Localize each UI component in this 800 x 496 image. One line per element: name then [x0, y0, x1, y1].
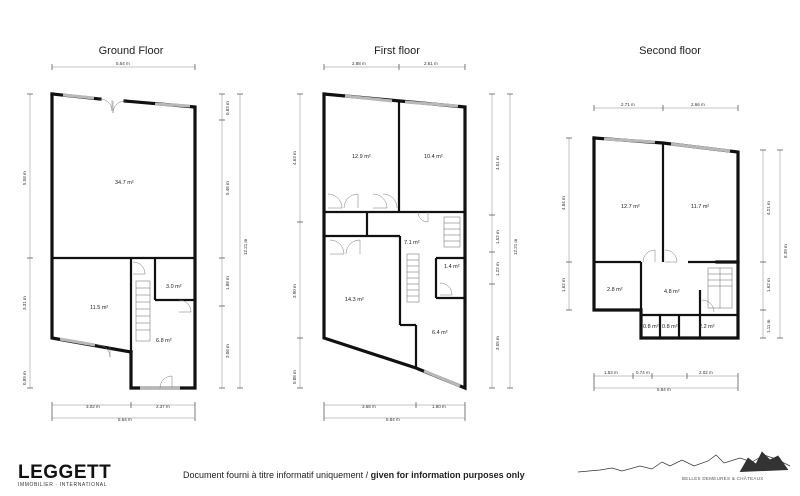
second-dim-bottom-b: 0.74 m [636, 370, 650, 375]
second-dim-right-total: 8.39 m [783, 244, 788, 258]
second-dim-right-c: 1.11 m [766, 319, 771, 333]
first-dim-right-d: 3.55 m [495, 336, 500, 350]
ground-area-living: 34.7 m² [115, 180, 134, 186]
disclaimer-en: given for information purposes only [370, 470, 525, 480]
first-dim-bottom-total: 5.84 m [386, 417, 400, 422]
ground-dim-bottom-a: 3.02 m [86, 404, 100, 409]
first-dim-top-b: 2.51 m [424, 61, 438, 66]
second-floor-title: Second floor [639, 45, 701, 57]
second-area-closet-b: 0.8 m² [662, 324, 678, 330]
logo-wordmark: LEGGETT [18, 462, 112, 483]
skyline-illustration [578, 452, 790, 472]
ground-dim-right-d: 3.06 m [225, 344, 230, 358]
first-dim-right-total: 12.21 m [513, 238, 518, 255]
first-area-wc: 1.4 m² [444, 264, 460, 270]
ground-dim-left-a: 5.58 m [22, 171, 27, 185]
second-area-closet-a: 0.8 m² [643, 324, 659, 330]
ground-floor-plan [22, 61, 248, 422]
first-dim-right-b: 1.52 m [495, 230, 500, 244]
first-dim-bottom-a: 3.68 m [362, 404, 376, 409]
first-dim-bottom-b: 1.80 m [432, 404, 446, 409]
disclaimer-text [183, 470, 525, 480]
ground-dim-right-a: 0.83 m [225, 101, 230, 115]
first-area-landing: 7.1 m² [404, 240, 420, 246]
first-area-bedroom-1: 12.9 m² [352, 154, 371, 160]
second-dim-bottom-c: 2.02 m [699, 370, 713, 375]
first-dim-left-b: 3.90 m [292, 284, 297, 298]
ground-area-room: 11.5 m² [90, 305, 109, 311]
first-dim-top-a: 2.88 m [352, 61, 366, 66]
second-dim-left-b: 1.62 m [561, 278, 566, 292]
second-area-shower: 2.2 m² [699, 324, 715, 330]
brand-tagline: BELLES DEMEURES & CHÂTEAUX [682, 476, 764, 481]
disclaimer-fr: Document fourni à titre informatif uniquement [183, 470, 364, 480]
second-area-room-a: 2.8 m² [607, 287, 623, 293]
second-dim-top-a: 2.71 m [621, 102, 635, 107]
second-area-landing: 4.8 m² [664, 289, 680, 295]
ground-area-hall: 6.8 m² [156, 338, 172, 344]
ground-dim-right-b: 5.46 m [225, 181, 230, 195]
ground-area-wc: 3.0 m² [166, 284, 182, 290]
first-dim-left-a: 4.63 m [292, 151, 297, 165]
ground-floor-title: Ground Floor [98, 45, 164, 57]
first-dim-left-c: 0.88 m [292, 370, 297, 384]
logo-subtitle: IMMOBILIER · INTERNATIONAL [18, 482, 108, 488]
second-dim-right-a: 4.21 m [766, 201, 771, 215]
first-dim-right-a: 4.51 m [495, 156, 500, 170]
first-area-bedroom-2: 10.4 m² [424, 154, 443, 160]
ground-dim-left-c: 0.89 m [22, 371, 27, 385]
first-floor-title: First floor [374, 45, 420, 57]
first-area-bathroom: 6.4 m² [432, 330, 448, 336]
ground-dim-bottom-b: 2.37 m [156, 404, 170, 409]
second-area-bedroom-1: 12.7 m² [621, 204, 640, 210]
leggett-logo [18, 462, 111, 488]
first-area-bedroom-3: 14.3 m² [345, 297, 364, 303]
ground-dim-bottom-total: 5.64 m [118, 417, 132, 422]
disclaimer-separator: / [363, 470, 371, 480]
second-dim-right-b: 1.62 m [766, 278, 771, 292]
second-floor-plan [561, 102, 788, 392]
second-area-bedroom-2: 11.7 m² [691, 204, 710, 210]
first-dim-right-c: 1.22 m [495, 262, 500, 276]
second-dim-left-a: 4.84 m [561, 196, 566, 210]
second-dim-bottom-total: 5.84 m [657, 387, 671, 392]
ground-dim-left-b: 3.31 m [22, 296, 27, 310]
first-floor-plan [292, 61, 518, 422]
ground-dim-right-c: 1.88 m [225, 276, 230, 290]
second-dim-bottom-a: 1.53 m [604, 370, 618, 375]
ground-dim-right-total: 12.21 m [243, 238, 248, 255]
ground-dim-top: 5.54 m [116, 61, 130, 66]
second-dim-top-b: 2.66 m [691, 102, 705, 107]
